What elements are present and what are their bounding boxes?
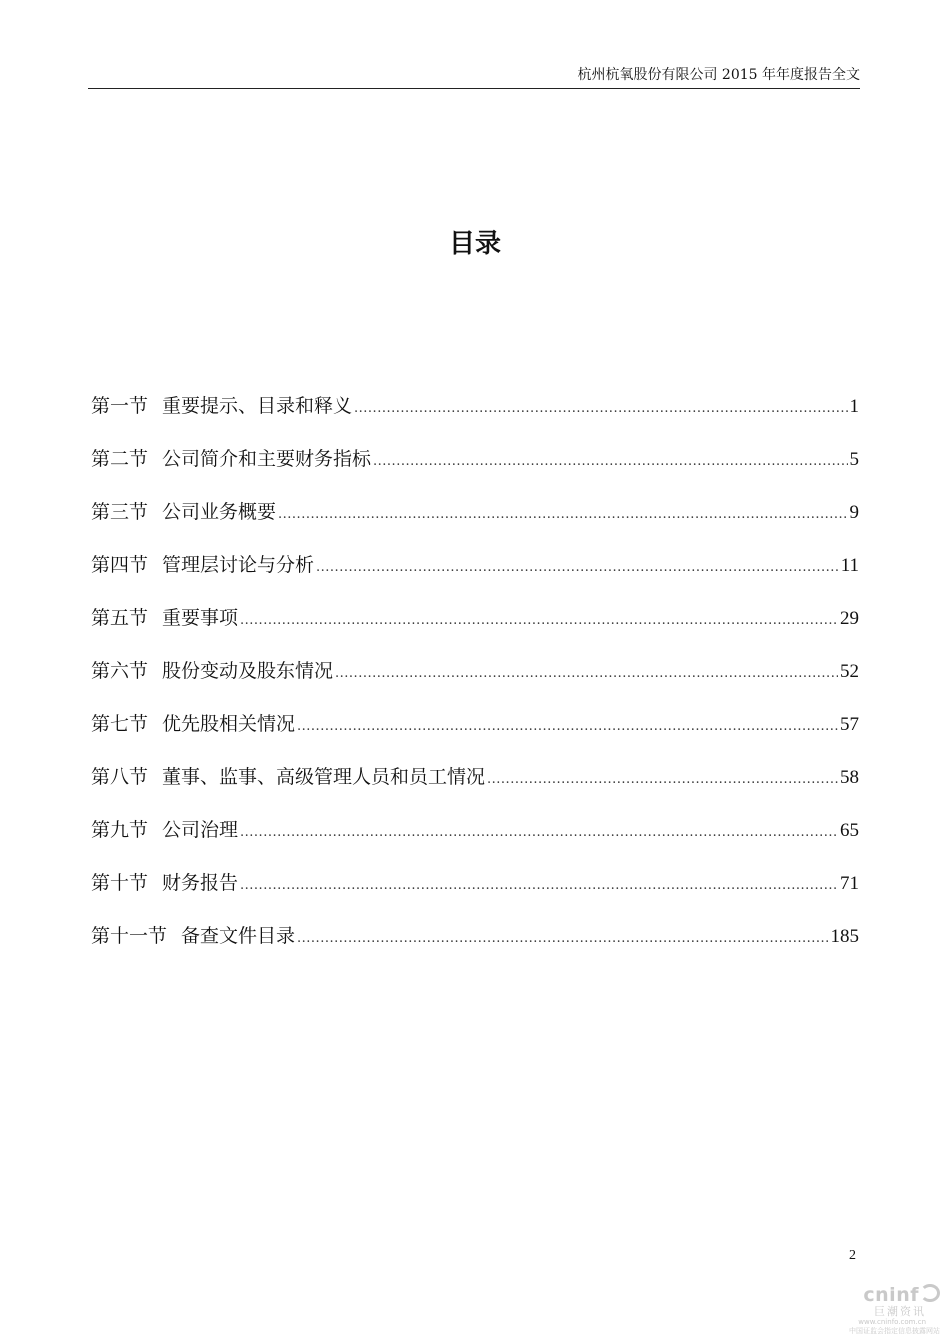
toc-section-name: 公司治理 <box>162 819 239 841</box>
toc-section-name: 董事、监事、高级管理人员和员工情况 <box>162 766 486 788</box>
toc-section-name: 重要事项 <box>162 607 239 629</box>
toc-section-label: 第二节 <box>91 448 149 470</box>
toc-page-number: 71 <box>840 873 859 894</box>
watermark-name: 巨潮资讯 <box>874 1305 926 1318</box>
toc-section-name: 公司业务概要 <box>162 501 277 523</box>
dot-leader <box>373 449 847 475</box>
toc-page-number: 29 <box>840 608 859 629</box>
toc-page-number: 11 <box>840 555 859 576</box>
toc-section-name: 公司简介和主要财务指标 <box>162 448 372 470</box>
toc-section-label: 第十节 <box>91 872 149 894</box>
toc-entry[interactable] <box>91 764 859 817</box>
toc-entry[interactable] <box>91 446 859 499</box>
page-header <box>88 64 860 89</box>
toc-section-name: 管理层讨论与分析 <box>162 554 315 576</box>
cninfo-watermark <box>830 1284 940 1340</box>
swirl-icon <box>920 1284 940 1302</box>
toc-section-label: 第八节 <box>91 766 149 788</box>
toc-section-label: 第四节 <box>91 554 149 576</box>
toc-page-number: 58 <box>840 767 859 788</box>
toc-page-number: 185 <box>830 926 859 947</box>
toc-section-name: 备查文件目录 <box>181 925 296 947</box>
toc-page-number: 65 <box>840 820 859 841</box>
toc-entry[interactable] <box>91 711 859 764</box>
dot-leader <box>240 820 838 846</box>
toc-section-name: 财务报告 <box>162 872 239 894</box>
dot-leader <box>297 714 838 740</box>
page-title: 目录 <box>448 229 501 259</box>
toc-page-number: 9 <box>849 502 859 523</box>
cninfo-logo-text: cninf <box>863 1284 919 1306</box>
toc-page-number: 1 <box>849 396 859 417</box>
dot-leader <box>335 661 838 687</box>
toc-section-label: 第五节 <box>91 607 149 629</box>
toc-section-label: 第六节 <box>91 660 149 682</box>
toc-entry[interactable] <box>91 499 859 552</box>
toc-entry[interactable] <box>91 658 859 711</box>
toc-page-number: 52 <box>840 661 859 682</box>
header-title: 杭州杭氧股份有限公司 2015 年年度报告全文 <box>577 67 860 83</box>
toc-page-number: 57 <box>840 714 859 735</box>
dot-leader <box>240 873 838 899</box>
table-of-contents <box>91 393 859 976</box>
toc-section-name: 重要提示、目录和释义 <box>162 395 353 417</box>
toc-page-number: 5 <box>849 449 859 470</box>
toc-entry[interactable] <box>91 552 859 605</box>
cninfo-logo <box>830 1284 940 1305</box>
toc-entry[interactable] <box>91 870 859 923</box>
toc-entry[interactable] <box>91 393 859 446</box>
dot-leader <box>487 767 838 793</box>
toc-section-label: 第一节 <box>91 395 149 417</box>
toc-section-label: 第十一节 <box>91 925 168 947</box>
dot-leader <box>297 926 828 952</box>
toc-entry[interactable] <box>91 817 859 870</box>
dot-leader <box>240 608 838 634</box>
toc-entry[interactable] <box>91 923 859 976</box>
toc-section-label: 第九节 <box>91 819 149 841</box>
toc-section-label: 第七节 <box>91 713 149 735</box>
toc-section-label: 第三节 <box>91 501 149 523</box>
toc-entry[interactable] <box>91 605 859 658</box>
watermark-url: www.cninfo.com.cn <box>858 1318 926 1326</box>
watermark-org: 中国证监会指定信息披露网站 <box>849 1327 940 1335</box>
dot-leader <box>354 396 847 422</box>
toc-section-name: 股份变动及股东情况 <box>162 660 334 682</box>
dot-leader <box>316 555 839 581</box>
dot-leader <box>278 502 847 528</box>
toc-section-name: 优先股相关情况 <box>162 713 296 735</box>
page-number: 2 <box>849 1248 856 1263</box>
